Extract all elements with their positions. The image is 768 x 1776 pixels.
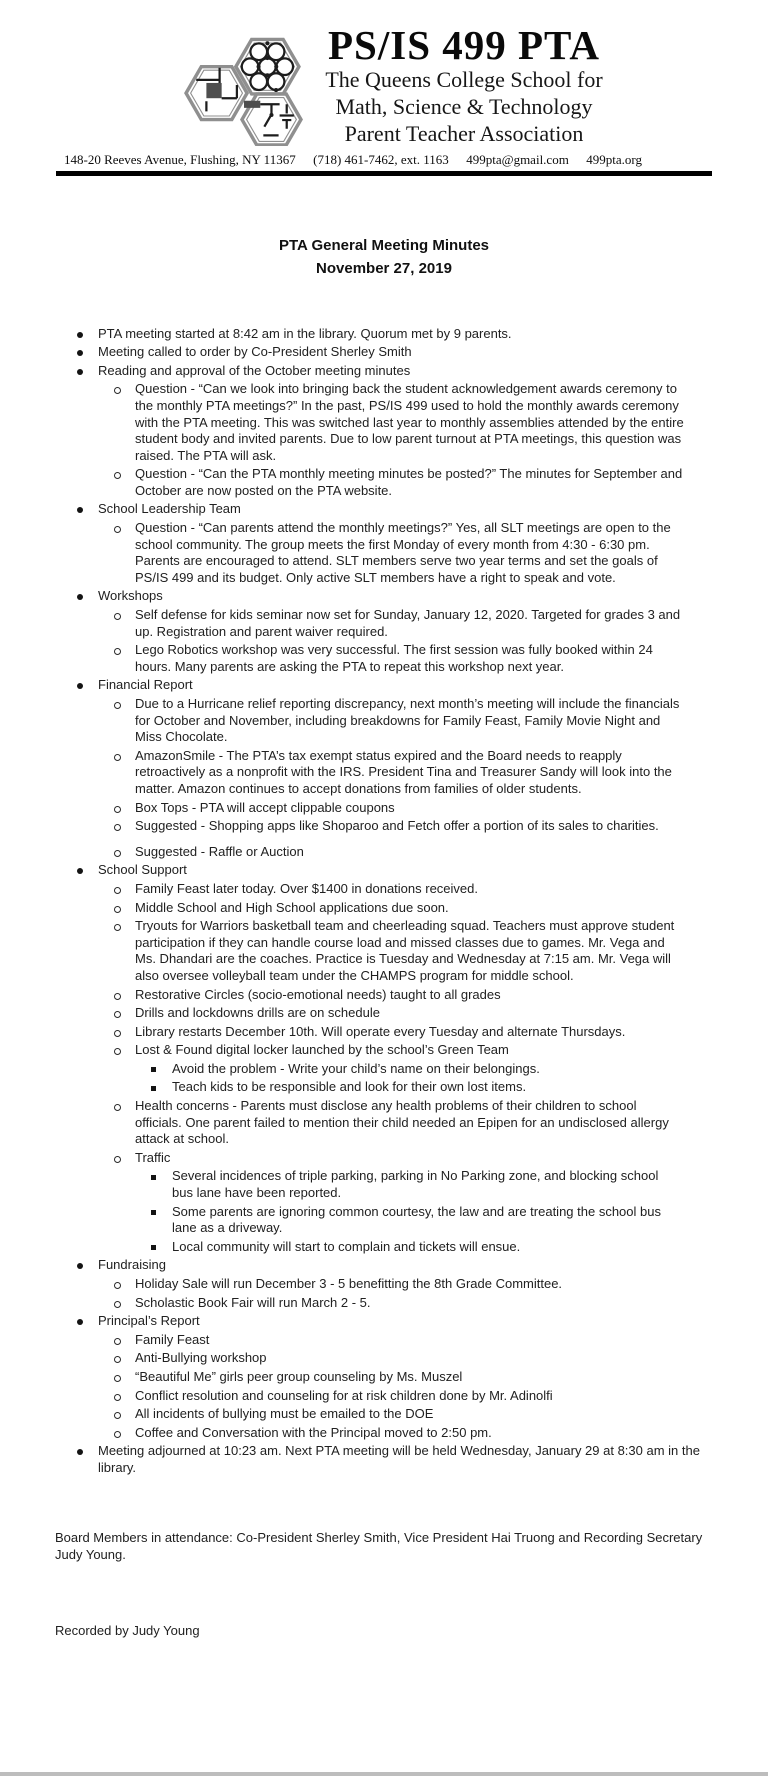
footer bbox=[0, 1529, 768, 1640]
square-bullet-icon bbox=[150, 1079, 172, 1096]
list-item bbox=[0, 1042, 768, 1059]
list-item-text: Suggested - Raffle or Auction bbox=[135, 843, 304, 859]
disc-bullet-icon bbox=[76, 588, 98, 605]
list-item-text: Box Tops - PTA will accept clippable coupons bbox=[135, 799, 395, 815]
phone-text: (718) 461-7462, ext. 1163 bbox=[313, 151, 449, 167]
disc-bullet-icon bbox=[76, 677, 98, 694]
list-item bbox=[0, 1098, 768, 1148]
list-item bbox=[0, 818, 768, 835]
list-item bbox=[0, 1024, 768, 1041]
circle-bullet-icon bbox=[113, 800, 135, 817]
disc-bullet-icon bbox=[76, 501, 98, 518]
disc-bullet-icon bbox=[76, 1443, 98, 1476]
list-item bbox=[0, 696, 768, 746]
list-item-text: “Beautiful Me” girls peer group counseling by Ms. Muszel bbox=[135, 1368, 463, 1384]
contact-bar bbox=[64, 152, 642, 168]
website-text: 499pta.org bbox=[586, 151, 642, 167]
square-bullet-icon bbox=[150, 1061, 172, 1078]
disc-bullet-icon bbox=[76, 344, 98, 361]
circle-bullet-icon bbox=[113, 844, 135, 861]
list-item-text: Health concerns - Parents must disclose any health problems of their children to school officials. One parent failed to mention their child needed an Epipen for an undisclosed allergy attack at school. bbox=[135, 1098, 669, 1147]
list-item bbox=[0, 326, 768, 343]
list-item bbox=[0, 1168, 768, 1201]
list-item bbox=[0, 642, 768, 675]
square-bullet-icon bbox=[150, 1239, 172, 1256]
circle-bullet-icon bbox=[113, 1332, 135, 1349]
list-item-text: Conflict resolution and counseling for at risk children done by Mr. Adinolfi bbox=[135, 1387, 553, 1403]
disc-bullet-icon bbox=[76, 1257, 98, 1274]
circle-bullet-icon bbox=[113, 1042, 135, 1059]
list-item bbox=[0, 1239, 768, 1256]
list-item-text: Workshops bbox=[98, 588, 163, 604]
circle-bullet-icon bbox=[113, 987, 135, 1004]
minutes-list bbox=[0, 326, 768, 1477]
list-item bbox=[0, 1369, 768, 1386]
list-item-text: AmazonSmile - The PTA’s tax exempt status expired and the Board needs to reapply retroactively as a nonprofit with the IRS. President Tina and Treasurer Sandy will look into the matter. Amazon continues to accept donations from families of older students. bbox=[135, 747, 672, 796]
list-item bbox=[0, 381, 768, 464]
disc-bullet-icon bbox=[76, 1313, 98, 1330]
list-item-text: Family Feast later today. Over $1400 in donations received. bbox=[135, 880, 478, 896]
list-item bbox=[0, 1406, 768, 1423]
circle-bullet-icon bbox=[113, 520, 135, 586]
list-item-text: Due to a Hurricane relief reporting discrepancy, next month’s meeting will include the financials for October and November, including breakdowns for Family Feast, Family Movie Night and Miss Chocolate. bbox=[135, 696, 680, 745]
list-item bbox=[0, 1443, 768, 1476]
circle-bullet-icon bbox=[113, 1388, 135, 1405]
recorded-by-note: Recorded by Judy Young bbox=[55, 1622, 200, 1638]
list-item bbox=[0, 520, 768, 586]
list-item bbox=[0, 466, 768, 499]
circle-bullet-icon bbox=[113, 607, 135, 640]
list-item-text: Teach kids to be responsible and look for their own lost items. bbox=[172, 1079, 527, 1095]
list-item bbox=[0, 1313, 768, 1330]
list-item bbox=[0, 1005, 768, 1022]
attendance-note: Board Members in attendance: Co-President Sherley Smith, Vice President Hai Truong and Recording Secretary Judy Young. bbox=[55, 1529, 703, 1563]
circle-bullet-icon bbox=[113, 1276, 135, 1293]
list-item-text: Lost & Found digital locker launched by the school’s Green Team bbox=[135, 1042, 509, 1058]
list-item-text: Family Feast bbox=[135, 1331, 210, 1347]
square-bullet-icon bbox=[150, 1168, 172, 1201]
address-text: 148-20 Reeves Avenue, Flushing, NY 11367 bbox=[64, 151, 296, 167]
list-item bbox=[0, 363, 768, 380]
list-item bbox=[0, 1425, 768, 1442]
list-item-text: Avoid the problem - Write your child’s name on their belongings. bbox=[172, 1060, 540, 1076]
list-item bbox=[0, 1350, 768, 1367]
list-item bbox=[0, 1150, 768, 1167]
list-item bbox=[0, 800, 768, 817]
list-item bbox=[0, 1079, 768, 1096]
list-item bbox=[0, 1204, 768, 1237]
circle-bullet-icon bbox=[113, 900, 135, 917]
list-item bbox=[0, 1061, 768, 1078]
list-item bbox=[0, 900, 768, 917]
letterhead bbox=[0, 0, 768, 148]
list-item-text: Several incidences of triple parking, parking in No Parking zone, and blocking school bus lane have been reported. bbox=[172, 1168, 659, 1201]
list-item bbox=[0, 862, 768, 879]
circle-bullet-icon bbox=[113, 381, 135, 464]
list-item bbox=[0, 1332, 768, 1349]
list-item-text: Drills and lockdowns drills are on schedule bbox=[135, 1005, 380, 1021]
letterhead-divider bbox=[56, 171, 712, 176]
list-item bbox=[0, 1295, 768, 1312]
list-item-text: School Leadership Team bbox=[98, 501, 241, 517]
list-item-text: Middle School and High School applications due soon. bbox=[135, 899, 449, 915]
circle-bullet-icon bbox=[113, 1406, 135, 1423]
circle-bullet-icon bbox=[113, 1005, 135, 1022]
list-item bbox=[0, 1276, 768, 1293]
circle-bullet-icon bbox=[113, 918, 135, 984]
meeting-date: November 27, 2019 bbox=[316, 259, 452, 277]
list-item-text: Anti-Bullying workshop bbox=[135, 1350, 267, 1366]
circle-bullet-icon bbox=[113, 466, 135, 499]
list-item-text: School Support bbox=[98, 862, 187, 878]
list-item-text: Reading and approval of the October meeting minutes bbox=[98, 362, 411, 378]
page-title: PTA General Meeting Minutes bbox=[278, 236, 490, 254]
email-text: 499pta@gmail.com bbox=[466, 151, 569, 167]
list-item-text: Self defense for kids seminar now set for Sunday, January 12, 2020. Targeted for grades 3 and up. Registration and parent waiver required. bbox=[135, 607, 681, 639]
pta-hexagon-logo-icon bbox=[165, 26, 321, 146]
title-block bbox=[0, 234, 768, 280]
list-item-text: Meeting called to order by Co-President Sherley Smith bbox=[98, 344, 412, 360]
org-name: PS/IS 499 PTA bbox=[328, 22, 600, 68]
list-item bbox=[0, 588, 768, 605]
list-item bbox=[0, 748, 768, 798]
disc-bullet-icon bbox=[76, 862, 98, 879]
list-item bbox=[0, 1257, 768, 1274]
list-item-text: PTA meeting started at 8:42 am in the library. Quorum met by 9 parents. bbox=[98, 325, 512, 341]
tagline-line-2: Math, Science & Technology bbox=[335, 93, 593, 119]
list-item-text: Question - “Can parents attend the monthly meetings?” Yes, all SLT meetings are open to the school community. The group meets the first Monday of every month from 4:30 - 6:30 pm. Parents are encouraged to attend. SLT members serve two year terms and set the goals of PS/IS 499 and its budget. Only active SLT members have a right to speak and vote. bbox=[135, 520, 671, 585]
list-item-text: Principal’s Report bbox=[98, 1313, 200, 1329]
circle-bullet-icon bbox=[113, 1098, 135, 1148]
list-item-text: Meeting adjourned at 10:23 am. Next PTA meeting will be held Wednesday, January 29 at 8:30 am in the library. bbox=[98, 1443, 700, 1475]
circle-bullet-icon bbox=[113, 696, 135, 746]
page-bottom-edge bbox=[0, 1772, 768, 1776]
list-item-text: Financial Report bbox=[98, 677, 193, 693]
list-item-text: Holiday Sale will run December 3 - 5 benefitting the 8th Grade Committee. bbox=[135, 1276, 563, 1291]
circle-bullet-icon bbox=[113, 1350, 135, 1367]
list-item bbox=[0, 677, 768, 694]
circle-bullet-icon bbox=[113, 1425, 135, 1442]
circle-bullet-icon bbox=[113, 1150, 135, 1167]
list-item-text: Lego Robotics workshop was very successful. The first session was fully booked within 24 hours. Many parents are asking the PTA to repeat this workshop next year. bbox=[135, 642, 653, 674]
list-item-text: Fundraising bbox=[98, 1257, 166, 1273]
list-item bbox=[0, 344, 768, 361]
list-item bbox=[0, 987, 768, 1004]
tagline-line-3: Parent Teacher Association bbox=[344, 120, 584, 146]
list-item-text: Coffee and Conversation with the Principal moved to 2:50 pm. bbox=[135, 1424, 492, 1440]
circle-bullet-icon bbox=[113, 1295, 135, 1312]
list-item-text: Scholastic Book Fair will run March 2 - 5. bbox=[135, 1294, 371, 1310]
circle-bullet-icon bbox=[113, 642, 135, 675]
list-item-text: Question - “Can we look into bringing back the student acknowledgement awards ceremony to the monthly PTA meetings?” In the past, PS/IS 499 used to hold the monthly awards ceremony with the PTA meeting. This was switched last year to monthly assemblies attended by the entire student body and invited parents. Due to low parent turnout at PTA meetings, this question was raised. The PTA will ask. bbox=[135, 381, 684, 463]
list-item-text: Traffic bbox=[135, 1149, 171, 1165]
list-item bbox=[0, 918, 768, 984]
letterhead-text bbox=[325, 24, 602, 148]
list-item-text: Some parents are ignoring common courtesy, the law and are treating the school bus lane as a driveway. bbox=[172, 1203, 661, 1236]
disc-bullet-icon bbox=[76, 326, 98, 343]
circle-bullet-icon bbox=[113, 881, 135, 898]
list-item bbox=[0, 607, 768, 640]
list-item-text: Tryouts for Warriors basketball team and cheerleading squad. Teachers must approve student participation if they can handle course load and missed classes due to games. Mr. Vega and Ms. Dhandari are the coaches. Practice is Tuesday and Wednesday at 7:15 am. Mr. Vega will also oversee volleyball team under the CHAMPS program for middle school. bbox=[135, 918, 675, 983]
square-bullet-icon bbox=[150, 1204, 172, 1237]
circle-bullet-icon bbox=[113, 1024, 135, 1041]
circle-bullet-icon bbox=[113, 818, 135, 835]
list-item-text: Local community will start to complain and tickets will ensue. bbox=[172, 1238, 521, 1254]
list-item bbox=[0, 501, 768, 518]
list-item-text: Library restarts December 10th. Will operate every Tuesday and alternate Thursdays. bbox=[135, 1023, 626, 1039]
list-item-text: Suggested - Shopping apps like Shoparoo and Fetch offer a portion of its sales to charities. bbox=[135, 818, 659, 834]
list-item bbox=[0, 1388, 768, 1405]
list-item-text: Restorative Circles (socio-emotional needs) taught to all grades bbox=[135, 986, 501, 1002]
list-item-text: Question - “Can the PTA monthly meeting minutes be posted?” The minutes for September and October are now posted on the PTA website. bbox=[135, 466, 683, 498]
circle-bullet-icon bbox=[113, 748, 135, 798]
disc-bullet-icon bbox=[76, 363, 98, 380]
list-item-text: All incidents of bullying must be emailed to the DOE bbox=[135, 1406, 434, 1422]
tagline-line-1: The Queens College School for bbox=[325, 67, 603, 93]
list-item bbox=[0, 881, 768, 898]
circle-bullet-icon bbox=[113, 1369, 135, 1386]
list-item bbox=[0, 844, 768, 861]
